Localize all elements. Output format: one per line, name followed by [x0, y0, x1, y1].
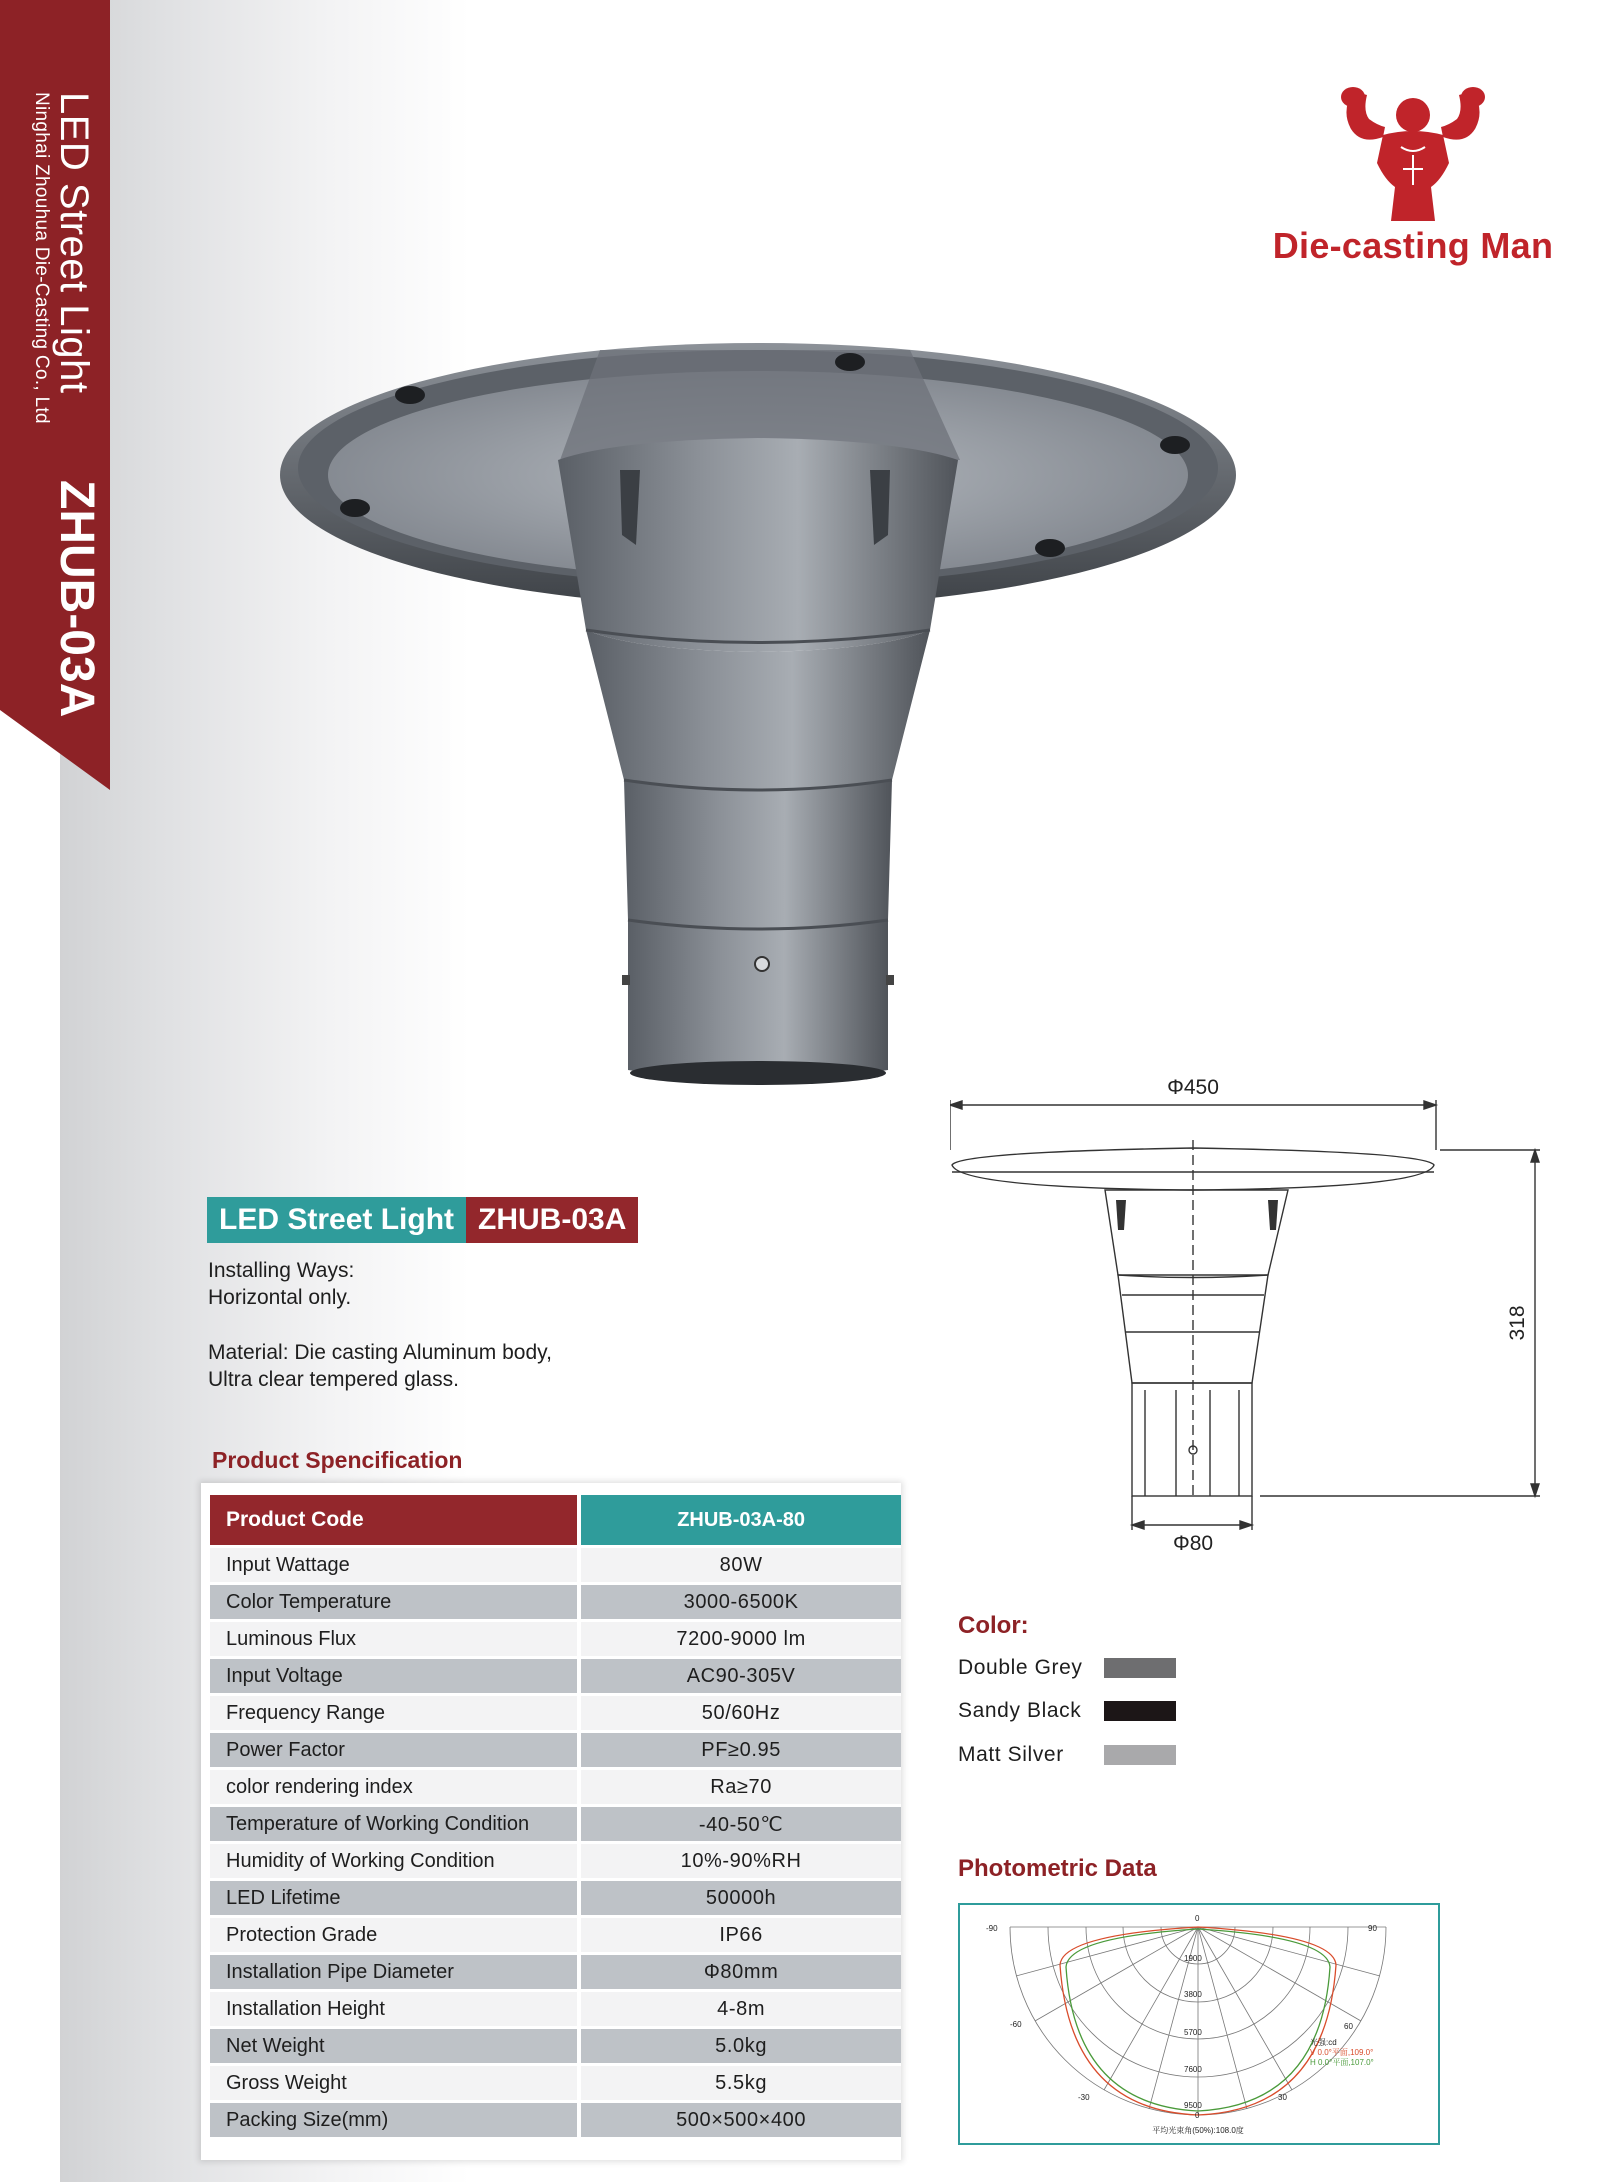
spec-label: Luminous Flux: [210, 1622, 577, 1656]
table-row: [210, 2029, 901, 2063]
table-row: [210, 1844, 901, 1878]
dimension-drawing: [950, 1070, 1550, 1555]
table-row: [210, 1622, 901, 1656]
spec-heading: Product Spencification: [212, 1447, 463, 1473]
spec-header-label: Product Code: [210, 1495, 577, 1545]
spec-header-value: ZHUB-03A-80: [577, 1495, 901, 1545]
spec-value: 10%-90%RH: [577, 1844, 901, 1878]
spec-value: 5.0kg: [577, 2029, 901, 2063]
material-line-2: Ultra clear tempered glass.: [208, 1368, 459, 1391]
table-row: [210, 1807, 901, 1841]
logo-text: Die-casting Man: [1272, 225, 1554, 266]
spec-label: Temperature of Working Condition: [210, 1807, 577, 1841]
height-label: 318: [1506, 1305, 1529, 1341]
table-row: [210, 1770, 901, 1804]
product-photo: [270, 310, 1250, 1095]
spec-header-row: [210, 1495, 901, 1545]
spec-label: Net Weight: [210, 2029, 577, 2063]
spec-value: 7200-9000 lm: [577, 1622, 901, 1656]
color-swatch: [1104, 1745, 1176, 1765]
color-swatch: [1104, 1701, 1176, 1721]
radial-label: 1900: [1184, 1954, 1202, 1963]
spec-table: [210, 1492, 901, 2140]
legend-title: 光强:cd: [1310, 2038, 1337, 2047]
table-row: [210, 1881, 901, 1915]
color-option: [958, 1656, 1176, 1680]
radial-label: 5700: [1184, 2028, 1202, 2037]
table-row: [210, 2066, 901, 2100]
table-row: [210, 1918, 901, 1952]
table-row: [210, 1955, 901, 1989]
table-row: [210, 2103, 901, 2137]
beam-angle-footer: 平均光束角(50%):108.0度: [1152, 2126, 1244, 2135]
radial-label: 0: [1195, 2111, 1200, 2120]
spec-label: Humidity of Working Condition: [210, 1844, 577, 1878]
installing-label: Installing Ways:: [208, 1259, 355, 1282]
table-row: [210, 1733, 901, 1767]
angle-label: -60: [1010, 2020, 1022, 2029]
spec-label: Packing Size(mm): [210, 2103, 577, 2137]
angle-label: 0: [1195, 1914, 1200, 1923]
spec-label: Gross Weight: [210, 2066, 577, 2100]
spec-value: 80W: [577, 1548, 901, 1582]
product-title-bar: [207, 1197, 638, 1243]
top-diameter-label: Φ450: [1167, 1076, 1219, 1099]
material-description: [208, 1339, 808, 1393]
side-title: LED Street Light: [52, 92, 96, 394]
strongman-icon: [1323, 85, 1503, 225]
installing-ways: [208, 1257, 808, 1311]
color-label: Sandy Black: [958, 1699, 1082, 1722]
table-row: [210, 1992, 901, 2026]
radial-label: 7600: [1184, 2065, 1202, 2074]
legend-h: H 0.0°平面,107.0°: [1310, 2058, 1374, 2067]
color-option: [958, 1699, 1176, 1723]
spec-value: 50/60Hz: [577, 1696, 901, 1730]
spec-value: Ra≥70: [577, 1770, 901, 1804]
spec-label: Color Temperature: [210, 1585, 577, 1619]
legend-v: V 0.0°平面,109.0°: [1310, 2048, 1374, 2057]
spec-value: 4-8m: [577, 1992, 901, 2026]
spec-label: color rendering index: [210, 1770, 577, 1804]
spec-label: Input Wattage: [210, 1548, 577, 1582]
product-model: ZHUB-03A: [466, 1197, 638, 1243]
installing-value: Horizontal only.: [208, 1286, 352, 1309]
color-label: Matt Silver: [958, 1743, 1064, 1766]
spec-label: Protection Grade: [210, 1918, 577, 1952]
spec-label: LED Lifetime: [210, 1881, 577, 1915]
spec-value: 5.5kg: [577, 2066, 901, 2100]
color-heading: Color:: [958, 1612, 1029, 1639]
brand-logo: [1268, 85, 1558, 275]
spec-label: Installation Height: [210, 1992, 577, 2026]
side-company: Ninghai Zhouhua Die-Casting Co., Ltd: [31, 92, 52, 424]
color-label: Double Grey: [958, 1656, 1083, 1679]
table-row: [210, 1696, 901, 1730]
color-swatch: [1104, 1658, 1176, 1678]
table-row: [210, 1585, 901, 1619]
spec-value: 3000-6500K: [577, 1585, 901, 1619]
spec-value: Φ80mm: [577, 1955, 901, 1989]
side-model: ZHUB-03A: [50, 480, 103, 718]
spec-label: Installation Pipe Diameter: [210, 1955, 577, 1989]
product-title: LED Street Light: [207, 1197, 466, 1243]
bottom-diameter-label: Φ80: [1172, 1532, 1214, 1550]
angle-label: 30: [1278, 2093, 1287, 2102]
radial-label: 3800: [1184, 1990, 1202, 1999]
spec-table-container: [201, 1483, 901, 2160]
spec-value: 500×500×400: [577, 2103, 901, 2137]
spec-value: IP66: [577, 1918, 901, 1952]
material-line-1: Material: Die casting Aluminum body,: [208, 1341, 552, 1364]
table-row: [210, 1659, 901, 1693]
spec-value: PF≥0.95: [577, 1733, 901, 1767]
photometric-chart: [958, 1903, 1440, 2145]
spec-label: Input Voltage: [210, 1659, 577, 1693]
spec-label: Frequency Range: [210, 1696, 577, 1730]
table-row: [210, 1548, 901, 1582]
angle-label: 60: [1344, 2022, 1353, 2031]
angle-label: -30: [1078, 2093, 1090, 2102]
angle-label: -90: [986, 1924, 998, 1933]
color-option: [958, 1743, 1176, 1767]
spec-value: -40-50℃: [577, 1807, 901, 1841]
spec-value: AC90-305V: [577, 1659, 901, 1693]
spec-value: 50000h: [577, 1881, 901, 1915]
photometric-heading: Photometric Data: [958, 1855, 1157, 1882]
radial-label: 9500: [1184, 2101, 1202, 2110]
spec-label: Power Factor: [210, 1733, 577, 1767]
angle-label: 90: [1368, 1924, 1377, 1933]
